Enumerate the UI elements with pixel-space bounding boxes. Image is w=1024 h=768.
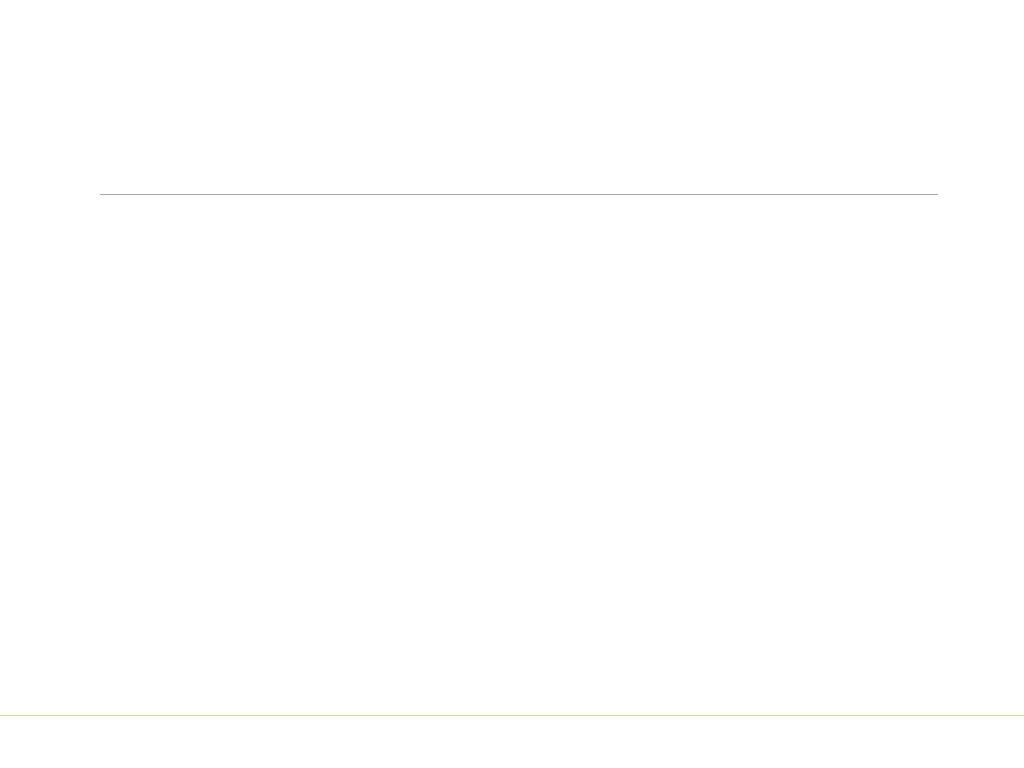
title-divider	[100, 194, 938, 195]
bullet-dot-icon	[89, 275, 94, 280]
footer-band-light-stripe	[0, 708, 1024, 715]
bullet-list	[88, 262, 938, 283]
bullet-dot-icon	[89, 296, 94, 301]
footer-band	[0, 708, 1024, 768]
footer-band-main	[0, 716, 1024, 768]
